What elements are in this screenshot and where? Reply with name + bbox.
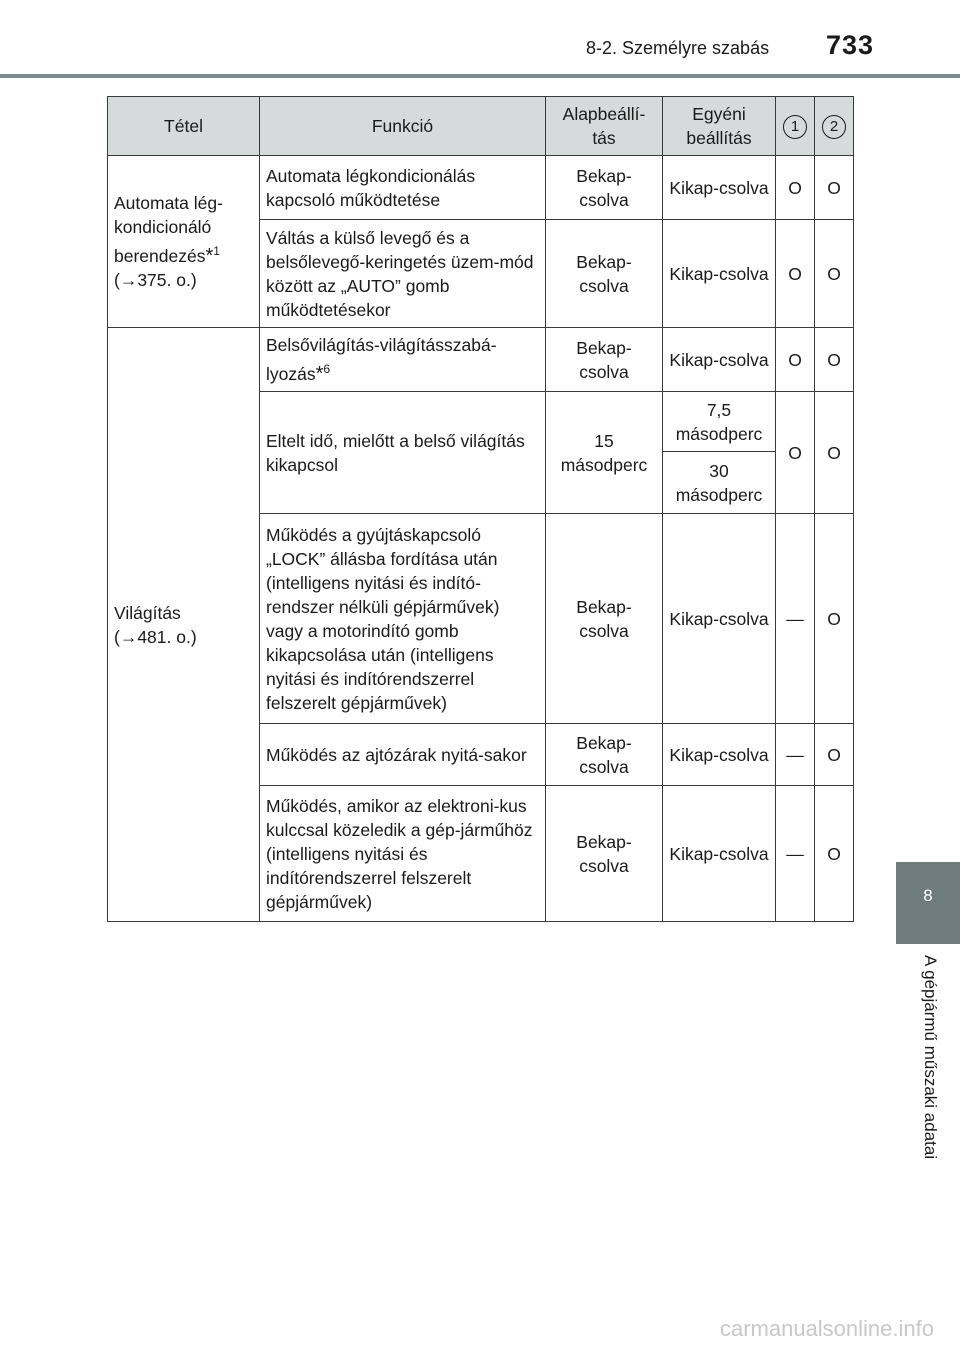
default-cell: Bekap-csolva [546,220,663,328]
col1-cell: — [776,724,815,786]
item-cell-climate: Automata lég-kondicionáló berendezés*$^1$ (→375. o.) [108,156,260,328]
header-col1 [776,97,815,156]
col2-cell: O [815,724,854,786]
function-cell: Működés, amikor az elektroni-kus kulccsal közeledik a gép-járműhöz (intelligens nyitási és indítórendszerrel felszerelt gépjárművek) [260,786,546,922]
custom-cell: Kikap-csolva [663,514,776,724]
default-cell: Bekap-csolva [546,514,663,724]
col2-cell: O [815,156,854,220]
function-cell: Automata légkondicionálás kapcsoló működtetése [260,156,546,220]
custom-cell: Kikap-csolva [663,786,776,922]
table-row [108,328,854,392]
page-reference: (→375. o.) [114,269,197,290]
header-item: Tétel [108,97,260,156]
col1-cell: O [776,156,815,220]
circled-number-2: 2 [822,115,846,139]
col2-cell: O [815,392,854,514]
chapter-number: 8 [923,886,933,905]
custom-cell: 30 másodperc [663,452,776,514]
item-label: Automata lég-kondicionáló berendezés [114,193,223,266]
chapter-title: A gépjármű műszaki adatai [921,955,940,1160]
page-reference: (→481. o.) [114,626,197,647]
col1-cell: — [776,786,815,922]
item-label: Világítás [114,602,181,623]
default-cell: Bekap-csolva [546,156,663,220]
chapter-tab [896,862,960,944]
custom-cell: Kikap-csolva [663,220,776,328]
function-cell: Váltás a külső levegő és a belsőlevegő-keringetés üzem-mód között az „AUTO” gomb működtetésekor [260,220,546,328]
footnote-ref: 1 [213,244,220,259]
col1-cell: O [776,220,815,328]
watermark: carmanualsonline.info [719,1316,934,1341]
default-cell: Bekap-csolva [546,328,663,392]
col2-cell: O [815,220,854,328]
col1-cell: — [776,514,815,724]
default-cell: 15 másodperc [546,392,663,514]
default-cell: Bekap-csolva [546,724,663,786]
table-row [108,156,854,220]
header-function: Funkció [260,97,546,156]
function-cell: Működés a gyújtáskapcsoló „LOCK” állásba fordítása után (intelligens nyitási és indító-rendszer nélküli gépjárművek) vagy a motorindító gomb kikapcsolása után (intelligens nyitási és indítórendszerrel felszerelt gépjárművek) [260,514,546,724]
default-cell: Bekap-csolva [546,786,663,922]
header-divider [0,74,960,78]
footnote-ref: 6 [323,362,331,377]
header-col2 [815,97,854,156]
col2-cell: O [815,786,854,922]
circled-number-1: 1 [783,115,807,139]
col1-cell: O [776,328,815,392]
header-custom: Egyéni beállítás [663,97,776,156]
item-cell-lighting [108,328,260,922]
customization-table [107,96,854,922]
function-cell: Belsővilágítás-világításszabá-lyozás*$^6$ [260,328,546,392]
page-number: 733 [826,30,875,60]
section-title: 8-2. Személyre szabás [586,38,770,58]
header-default: Alapbeállí-tás [546,97,663,156]
custom-cell: Kikap-csolva [663,328,776,392]
custom-cell: Kikap-csolva [663,724,776,786]
table-header-row [108,97,854,156]
custom-cell: Kikap-csolva [663,156,776,220]
col1-cell: O [776,392,815,514]
function-cell: Működés az ajtózárak nyitá-sakor [260,724,546,786]
col2-cell: O [815,328,854,392]
function-cell: Eltelt idő, mielőtt a belső világítás kikapcsol [260,392,546,514]
col2-cell: O [815,514,854,724]
custom-cell: 7,5 másodperc [663,392,776,452]
